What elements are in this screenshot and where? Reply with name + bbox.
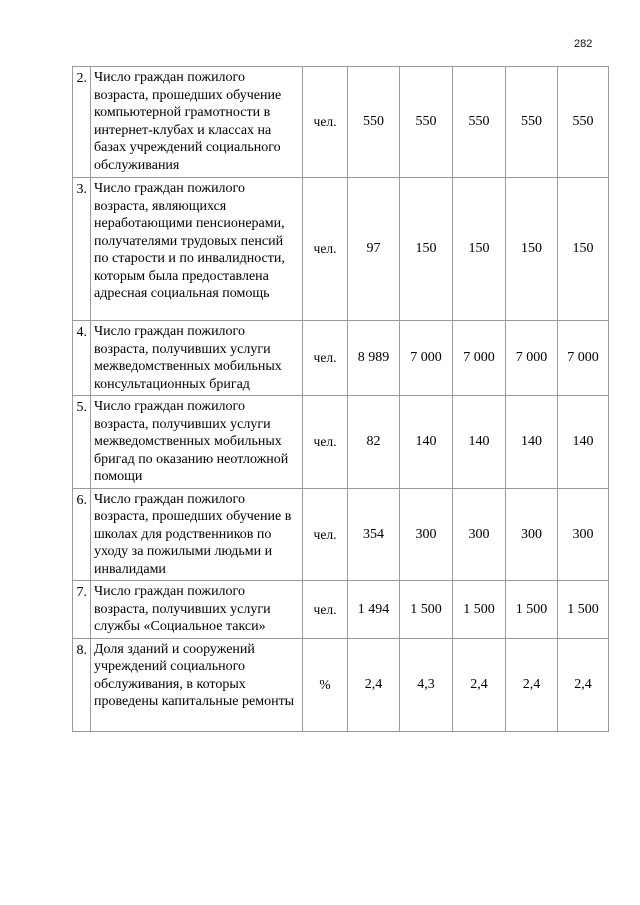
value-cell: 1 494 (348, 581, 400, 639)
value-cell: 1 500 (453, 581, 506, 639)
value-cell: 550 (506, 67, 558, 178)
value-cell: 550 (558, 67, 609, 178)
value-cell: 7 000 (453, 321, 506, 396)
row-number: 5. (73, 396, 91, 489)
page-number: 282 (574, 38, 593, 50)
value-cell: 550 (348, 67, 400, 178)
value-cell: 550 (453, 67, 506, 178)
table-row (73, 321, 609, 396)
value-cell: 354 (348, 488, 400, 581)
table-row (73, 488, 609, 581)
value-cell: 2,4 (348, 638, 400, 731)
table-row (73, 178, 609, 321)
value-cell: 550 (400, 67, 453, 178)
indicator-description: Число граждан пожилого возраста, получивших услуги службы «Социальное такси» (91, 581, 303, 639)
value-cell: 82 (348, 396, 400, 489)
unit-cell: чел. (303, 396, 348, 489)
table-row (73, 396, 609, 489)
value-cell: 150 (453, 178, 506, 321)
value-cell: 8 989 (348, 321, 400, 396)
value-cell: 7 000 (506, 321, 558, 396)
value-cell: 150 (400, 178, 453, 321)
value-cell: 140 (506, 396, 558, 489)
row-number: 6. (73, 488, 91, 581)
table-row (73, 581, 609, 639)
row-number: 7. (73, 581, 91, 639)
unit-cell: чел. (303, 321, 348, 396)
table-row (73, 67, 609, 178)
value-cell: 300 (558, 488, 609, 581)
value-cell: 2,4 (506, 638, 558, 731)
value-cell: 7 000 (400, 321, 453, 396)
value-cell: 150 (506, 178, 558, 321)
table-row (73, 638, 609, 731)
indicator-description: Число граждан пожилого возраста, являющихся неработающими пенсионерами, получателями трудовых пенсий по старости и по инвалидности, которым была предоставлена адресная социальная помощь (91, 178, 303, 321)
value-cell: 150 (558, 178, 609, 321)
value-cell: 300 (506, 488, 558, 581)
indicator-description: Число граждан пожилого возраста, получивших услуги межведомственных мобильных консультационных бригад (91, 321, 303, 396)
value-cell: 140 (453, 396, 506, 489)
row-number: 3. (73, 178, 91, 321)
row-number: 4. (73, 321, 91, 396)
value-cell: 140 (558, 396, 609, 489)
value-cell: 140 (400, 396, 453, 489)
indicators-table (72, 66, 609, 732)
indicator-description: Доля зданий и сооружений учреждений социального обслуживания, в которых проведены капитальные ремонты (91, 638, 303, 731)
unit-cell: % (303, 638, 348, 731)
value-cell: 300 (400, 488, 453, 581)
value-cell: 1 500 (558, 581, 609, 639)
value-cell: 97 (348, 178, 400, 321)
indicator-description: Число граждан пожилого возраста, прошедших обучение в школах для родственников по уходу за пожилыми людьми и инвалидами (91, 488, 303, 581)
unit-cell: чел. (303, 488, 348, 581)
value-cell: 7 000 (558, 321, 609, 396)
indicator-description: Число граждан пожилого возраста, прошедших обучение компьютерной грамотности в интернет-клубах и классах на базах учреждений социального обслуживания (91, 67, 303, 178)
unit-cell: чел. (303, 178, 348, 321)
unit-cell: чел. (303, 581, 348, 639)
value-cell: 300 (453, 488, 506, 581)
unit-cell: чел. (303, 67, 348, 178)
indicator-description: Число граждан пожилого возраста, получивших услуги межведомственных мобильных бригад по оказанию неотложной помощи (91, 396, 303, 489)
row-number: 2. (73, 67, 91, 178)
value-cell: 4,3 (400, 638, 453, 731)
value-cell: 2,4 (453, 638, 506, 731)
value-cell: 2,4 (558, 638, 609, 731)
row-number: 8. (73, 638, 91, 731)
value-cell: 1 500 (506, 581, 558, 639)
value-cell: 1 500 (400, 581, 453, 639)
